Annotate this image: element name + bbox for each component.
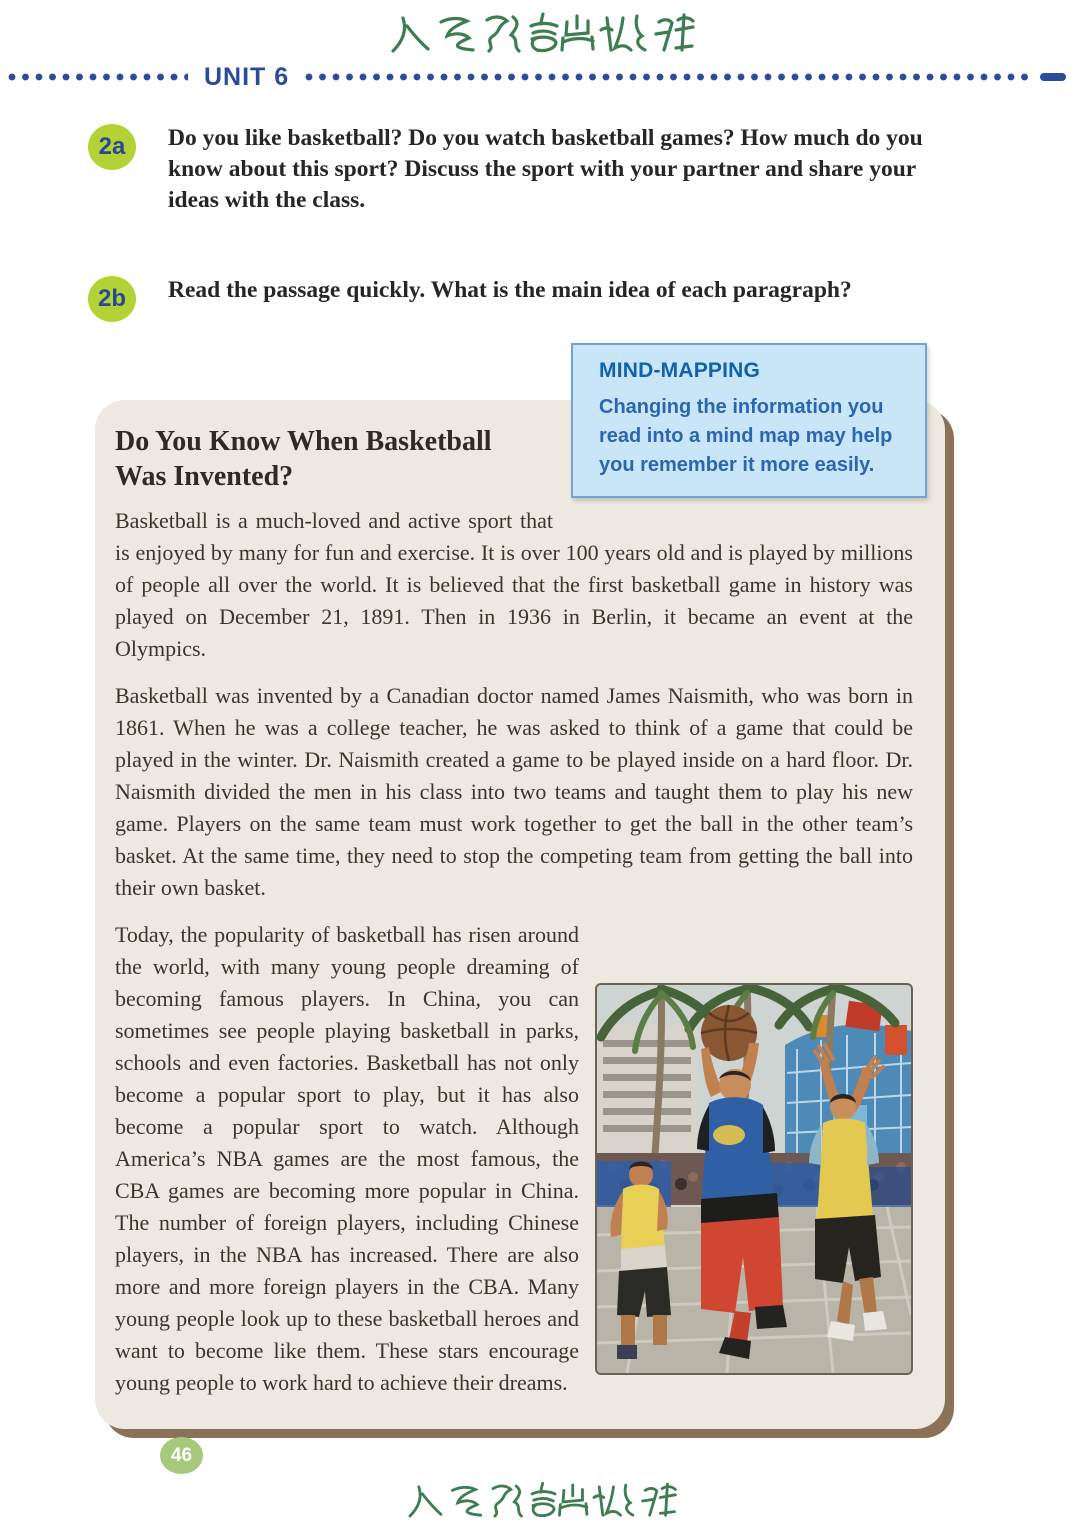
exercise-2b-instructions: Read the passage quickly. What is the main idea of each paragraph?	[168, 277, 852, 303]
mind-mapping-tip-box	[571, 343, 927, 498]
exercise-2b-badge: 2b	[88, 276, 136, 322]
passage-paragraph-2: Basketball was invented by a Canadian doctor named James Naismith, who was born in 1861. When he was a college teacher, he was asked to think of a game that could be played in the winter. Dr. Naismith created a game to be played inside on a hard floor. Dr. Naismith divided the men in his class into two teams and taught them to play his new game. Players on the same team must work together to get the ball in the other team’s basket. At the same time, they need to stop the competing team from getting the ball into their own basket.	[115, 683, 913, 900]
passage-paragraph-3: Today, the popularity of basketball has risen around the world, with many young people dreaming of becoming famous players. In China, you can sometimes see people playing basketball in parks, schools and even factories. Basketball has not only become a popular sport to play, but it has also become a popular sport to watch. Although America’s NBA games are the most famous, the CBA games are becoming more popular in China. The number of foreign players, including Chinese players, in the NBA has increased. There are also more and more foreign players in the CBA. Many young people look up to these basketball heroes and want to become like them. These stars encourage young people to work hard to achieve their dreams.	[115, 922, 579, 1395]
unit-title: UNIT 6	[204, 63, 290, 91]
unit-header	[0, 62, 1080, 92]
street-basketball-game-photo	[595, 983, 913, 1375]
passage-title-line2: Was Invented?	[115, 461, 294, 492]
passage-paragraph-3-block	[115, 919, 913, 1399]
tip-box-body: Changing the information you read into a mind map may help you remember it more easily.	[599, 396, 893, 476]
publisher-calligraphy-top	[385, 8, 695, 65]
tip-box-title: MIND-MAPPING	[599, 359, 761, 382]
dotted-rule-end-dash	[1040, 73, 1066, 81]
exercise-2a-badge: 2a	[88, 124, 136, 170]
exercise-2a-instructions: Do you like basketball? Do you watch basketball games? How much do you know about this sport? Discuss the sport with your partner and share your ideas with the class.	[168, 125, 923, 213]
page-number-badge: 46	[160, 1437, 203, 1474]
passage-paragraph-1: Basketball is a much-loved and active sport that is enjoyed by many for fun and exercise. It is over 100 years old and is played by millions of people all over the world. It is believed that the first basketball game in history was played on December 21, 1891. Then in 1936 in Berlin, it became an event at the Olympics.	[115, 508, 913, 661]
passage-title-line1: Do You Know When Basketball	[115, 426, 492, 457]
dotted-rule-left	[8, 73, 188, 81]
publisher-calligraphy-bottom	[395, 1478, 685, 1529]
reading-passage-card	[95, 400, 945, 1429]
dotted-rule-right	[305, 73, 1034, 81]
